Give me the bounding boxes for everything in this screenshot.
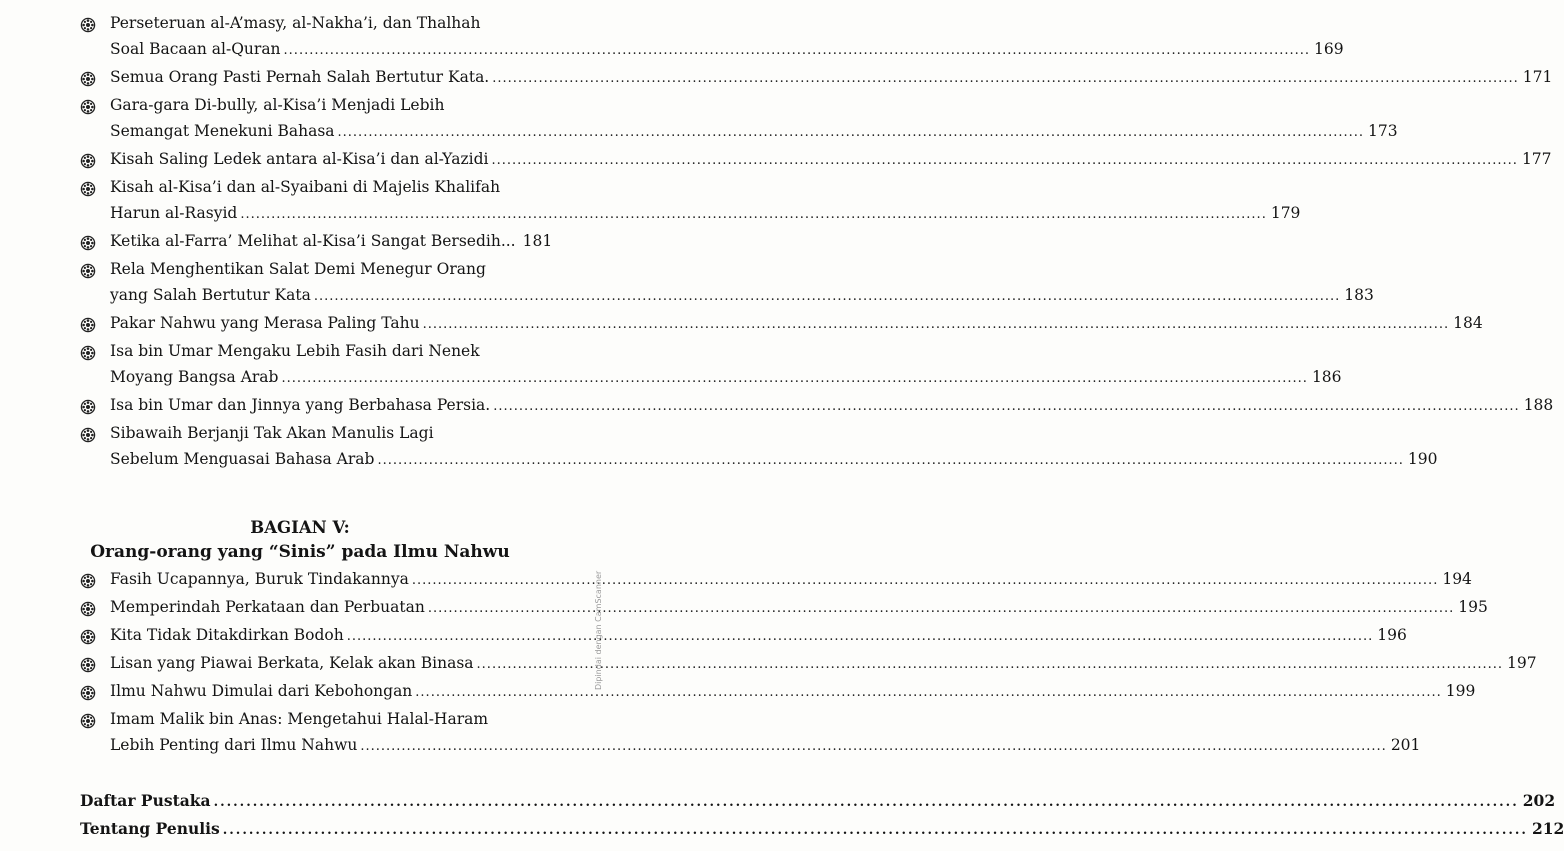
dot-leader: ........................................................................................................................................................................................................ xyxy=(283,43,1311,58)
page-number: 171 xyxy=(1522,68,1553,86)
dot-leader: ........................................................................................................................................................................................................ xyxy=(422,317,1450,332)
entry-title-line: Isa bin Umar Mengaku Lebih Fasih dari Nenek xyxy=(110,342,480,360)
dot-leader: ........................................................................................................................................................................................................ xyxy=(337,125,1364,140)
page-number: 196 xyxy=(1377,626,1407,644)
toc-entry[interactable] xyxy=(80,420,1438,474)
entry-title-line: Ilmu Nahwu Dimulai dari Kebohongan xyxy=(110,682,413,700)
dot-leader: ........................................................................................................................................................................................................ xyxy=(411,573,1439,588)
flower-ornament-icon xyxy=(80,343,96,359)
flower-ornament-icon xyxy=(80,69,96,85)
entry-title-line: Gara-gara Di-bully, al-Kisa’i Menjadi Lebih xyxy=(110,96,445,114)
dot-leader: ........................................................................................................................................................................................................ xyxy=(222,823,1528,838)
dot-leader: ........................................................................................................................................................................................................ xyxy=(493,399,1520,414)
page-number: 186 xyxy=(1311,368,1342,386)
end-matter-entry[interactable] xyxy=(80,816,1564,844)
dot-leader: ........................................................................................................................................................................................................ xyxy=(313,289,1341,304)
toc-entry[interactable] xyxy=(80,706,1421,760)
entry-title-line: Fasih Ucapannya, Buruk Tindakannya xyxy=(110,570,409,588)
flower-ornament-icon xyxy=(80,599,96,615)
entry-title-line: Lebih Penting dari Ilmu Nahwu xyxy=(110,736,358,754)
entry-title-line: Sebelum Menguasai Bahasa Arab xyxy=(110,450,375,468)
entry-title-line: Sibawaih Berjanji Tak Akan Manulis Lagi xyxy=(110,424,434,442)
entry-title-line: Imam Malik bin Anas: Mengetahui Halal-Haram xyxy=(110,710,489,728)
flower-ornament-icon xyxy=(80,233,96,249)
toc-entry[interactable] xyxy=(80,174,1301,228)
entry-title-line: Rela Menghentikan Salat Demi Menegur Orang xyxy=(110,260,486,278)
flower-ornament-icon xyxy=(80,397,96,413)
toc-entry[interactable] xyxy=(80,392,1554,420)
dot-leader: ........................................................................................................................................................................................................ xyxy=(476,657,1504,672)
entry-title-line: Lisan yang Piawai Berkata, Kelak akan Binasa xyxy=(110,654,474,672)
toc-entry[interactable] xyxy=(80,650,1537,678)
flower-ornament-icon xyxy=(80,683,96,699)
toc-entry[interactable] xyxy=(80,146,1552,174)
flower-ornament-icon xyxy=(80,261,96,277)
page-number: 194 xyxy=(1442,570,1472,588)
entry-title-line: Memperindah Perkataan dan Perbuatan xyxy=(110,598,425,616)
page-number: 195 xyxy=(1458,598,1488,616)
page-number: 183 xyxy=(1344,286,1374,304)
toc-entry[interactable] xyxy=(80,92,1398,146)
dot-leader: ........................................................................................................................................................................................................ xyxy=(427,601,1455,616)
end-matter-label: Tentang Penulis xyxy=(80,819,220,838)
entry-title-line: Ketika al-Farra’ Melihat al-Kisa’i Sangat Bersedih... xyxy=(110,232,516,250)
flower-ornament-icon xyxy=(80,425,96,441)
dot-leader: ........................................................................................................................................................................................................ xyxy=(491,153,1518,168)
page-number: 181 xyxy=(522,232,553,250)
entry-title-line: Pakar Nahwu yang Merasa Paling Tahu xyxy=(110,314,420,332)
toc-entry[interactable] xyxy=(80,338,1342,392)
dot-leader: ........................................................................................................................................................................................................ xyxy=(360,739,1387,754)
entry-title-line: Isa bin Umar dan Jinnya yang Berbahasa Persia. xyxy=(110,396,491,414)
entry-title-line: Semua Orang Pasti Pernah Salah Bertutur Kata. xyxy=(110,68,490,86)
page-number: 202 xyxy=(1522,791,1556,810)
toc-list-top xyxy=(80,10,1554,474)
section-title: Orang-orang yang “Sinis” pada Ilmu Nahwu xyxy=(90,542,510,562)
toc-entry[interactable] xyxy=(80,594,1488,622)
entry-title-line: Kisah Saling Ledek antara al-Kisa’i dan al-Yazidi xyxy=(110,150,489,168)
toc-entry[interactable] xyxy=(80,566,1472,594)
toc-entry[interactable] xyxy=(80,310,1483,338)
toc-entry[interactable] xyxy=(80,256,1374,310)
page-number: 212 xyxy=(1531,819,1564,838)
page-number: 177 xyxy=(1521,150,1552,168)
dot-leader: ........................................................................................................................................................................................................ xyxy=(346,629,1374,644)
flower-ornament-icon xyxy=(80,571,96,587)
entry-title-line: Moyang Bangsa Arab xyxy=(110,368,279,386)
page-number: 190 xyxy=(1407,450,1438,468)
flower-ornament-icon xyxy=(80,97,96,113)
page-number: 197 xyxy=(1507,654,1537,672)
toc-entry[interactable] xyxy=(80,228,553,256)
flower-ornament-icon xyxy=(80,15,96,31)
flower-ornament-icon xyxy=(80,655,96,671)
dot-leader: ........................................................................................................................................................................................................ xyxy=(415,685,1442,700)
end-matter xyxy=(80,788,1564,844)
scanner-watermark: Dipindai dengan CamScanner xyxy=(594,570,603,690)
toc-entry[interactable] xyxy=(80,64,1553,92)
entry-title-line: Semangat Menekuni Bahasa xyxy=(110,122,335,140)
entry-title-line: yang Salah Bertutur Kata xyxy=(110,286,311,304)
toc-entry[interactable] xyxy=(80,678,1476,706)
dot-leader: ........................................................................................................................................................................................................ xyxy=(281,371,1308,386)
toc-entry[interactable] xyxy=(80,622,1407,650)
entry-title-line: Perseteruan al-A’masy, al-Nakha’i, dan Thalhah xyxy=(110,14,481,32)
entry-title-line: Kita Tidak Ditakdirkan Bodoh xyxy=(110,626,344,644)
dot-leader: ........................................................................................................................................................................................................ xyxy=(213,795,1519,810)
page-number: 173 xyxy=(1368,122,1398,140)
dot-leader: ........................................................................................................................................................................................................ xyxy=(240,207,1267,222)
entry-title-line: Harun al-Rasyid xyxy=(110,204,238,222)
end-matter-label: Daftar Pustaka xyxy=(80,791,211,810)
page-number: 201 xyxy=(1390,736,1421,754)
page-number: 169 xyxy=(1314,40,1344,58)
flower-ornament-icon xyxy=(80,151,96,167)
flower-ornament-icon xyxy=(80,315,96,331)
toc-entry[interactable] xyxy=(80,10,1344,64)
dot-leader: ........................................................................................................................................................................................................ xyxy=(377,453,1404,468)
page-number: 179 xyxy=(1270,204,1301,222)
page-number: 199 xyxy=(1445,682,1476,700)
flower-ornament-icon xyxy=(80,179,96,195)
dot-leader: ........................................................................................................................................................................................................ xyxy=(492,71,1519,86)
entry-title-line: Soal Bacaan al-Quran xyxy=(110,40,281,58)
section-label: BAGIAN V: xyxy=(250,518,350,537)
flower-ornament-icon xyxy=(80,627,96,643)
page-number: 184 xyxy=(1453,314,1483,332)
end-matter-entry[interactable] xyxy=(80,788,1556,816)
entry-title-line: Kisah al-Kisa’i dan al-Syaibani di Majelis Khalifah xyxy=(110,178,501,196)
page-number: 188 xyxy=(1523,396,1554,414)
flower-ornament-icon xyxy=(80,711,96,727)
